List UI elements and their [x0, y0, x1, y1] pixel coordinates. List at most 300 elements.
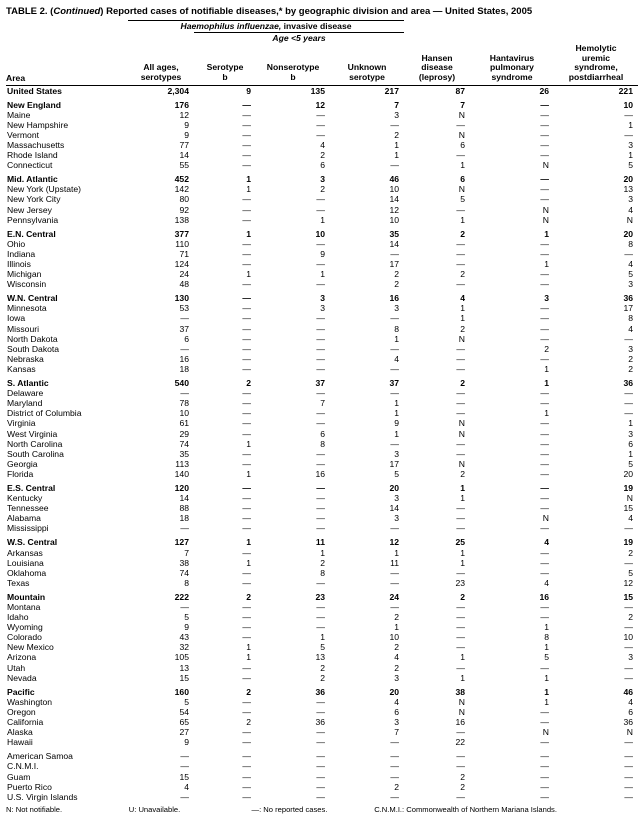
- table-cell: 1: [544, 228, 549, 239]
- table-row: [6, 259, 638, 269]
- table-row-area: Pacific: [7, 686, 35, 697]
- table-cell: 1: [544, 378, 549, 389]
- table-cell: 1: [460, 303, 465, 314]
- table-cell: 135: [256, 85, 330, 96]
- table-cell: 1: [320, 269, 325, 280]
- table-row: [6, 239, 638, 249]
- footnote-no-cases: —: No reported cases.: [251, 804, 328, 814]
- table-cell: —: [242, 493, 251, 504]
- table-cell: 4: [460, 293, 465, 304]
- table-cell: 3: [394, 672, 399, 683]
- table-row: [6, 558, 638, 568]
- table-cell: 92: [179, 204, 189, 215]
- table-cell: 3: [544, 293, 549, 304]
- table-cell: —: [540, 482, 549, 493]
- table-cell: 36: [315, 717, 325, 728]
- header-serotype-b: Serotype b: [206, 62, 244, 82]
- table-row: [6, 578, 638, 588]
- table-row: [6, 140, 638, 150]
- table-row: [6, 761, 638, 771]
- table-cell: 12: [389, 204, 399, 215]
- table-cell: —: [456, 119, 465, 130]
- table-cell: —: [180, 343, 189, 354]
- table-row-area: Delaware: [7, 388, 44, 399]
- table-row: [6, 642, 638, 652]
- table-cell: 24: [389, 591, 399, 602]
- table-cell: —: [456, 363, 465, 374]
- table-row: [6, 469, 638, 479]
- table-cell: 36: [623, 293, 633, 304]
- table-cell: —: [242, 482, 251, 493]
- table-row: [6, 782, 638, 792]
- table-cell: 1: [246, 537, 251, 548]
- header-hansen-disease: Hansen disease (leprosy): [418, 52, 456, 82]
- table-cell: 1: [544, 622, 549, 633]
- table-cell: 1: [320, 547, 325, 558]
- table-cell: —: [390, 160, 399, 171]
- table-cell: 1: [544, 408, 549, 419]
- table-cell: N: [542, 214, 549, 225]
- table-row-area: Georgia: [7, 458, 38, 469]
- table-cell: —: [316, 602, 325, 612]
- table-cell: —: [316, 204, 325, 215]
- table-cell: —: [456, 632, 465, 643]
- table-cell: —: [540, 751, 549, 762]
- table-cell: 5: [628, 567, 633, 578]
- table-cell: 3: [320, 303, 325, 314]
- table-cell: —: [316, 577, 325, 588]
- table-cell: —: [540, 428, 549, 439]
- table-row-area: Minnesota: [7, 303, 47, 314]
- table-cell: —: [180, 388, 189, 399]
- table-cell: —: [242, 458, 251, 469]
- table-row: [6, 418, 638, 428]
- table-cell: —: [456, 204, 465, 215]
- table-cell: 53: [179, 303, 189, 314]
- table-cell: 7: [184, 547, 189, 558]
- table-row-area: New York City: [7, 194, 61, 205]
- table-cell: —: [540, 493, 549, 504]
- table-cell: —: [242, 214, 251, 225]
- table-cell: 35: [389, 228, 399, 239]
- table-cell: 18: [179, 363, 189, 374]
- table-cell: —: [316, 353, 325, 364]
- table-cell: 2: [394, 612, 399, 623]
- table-cell: —: [242, 418, 251, 429]
- table-row-area: Mississippi: [7, 523, 49, 534]
- table-cell: 2: [246, 686, 251, 697]
- table-cell: —: [390, 761, 399, 772]
- table-cell: 37: [315, 378, 325, 389]
- table-cell: —: [456, 448, 465, 459]
- table-cell: —: [180, 751, 189, 762]
- table-cell: 36: [623, 378, 633, 389]
- table-row-area: S. Atlantic: [7, 378, 49, 389]
- table-row-area: W.S. Central: [7, 537, 58, 548]
- table-cell: 140: [174, 468, 189, 479]
- table-row-area: Hawaii: [7, 737, 33, 748]
- table-cell: 1: [394, 622, 399, 633]
- table-row-area: Pennsylvania: [7, 214, 59, 225]
- table-cell: 3: [628, 194, 633, 205]
- table-cell: 6: [460, 139, 465, 150]
- table-cell: —: [624, 672, 633, 683]
- table-cell: —: [242, 781, 251, 792]
- table-row: [6, 354, 638, 364]
- table-cell: —: [316, 323, 325, 334]
- table-cell: 3: [628, 343, 633, 354]
- table-cell: 2: [394, 269, 399, 280]
- table-cell: 4: [628, 513, 633, 524]
- table-row: [6, 751, 638, 761]
- table-row-area: South Dakota: [7, 343, 60, 354]
- table-row: [6, 429, 638, 439]
- table-cell: 3: [394, 513, 399, 524]
- table-cell: 9: [184, 129, 189, 140]
- table-cell: 16: [455, 717, 465, 728]
- table-cell: —: [242, 513, 251, 524]
- table-cell: 38: [179, 557, 189, 568]
- table-cell: 17: [389, 458, 399, 469]
- table-cell: 36: [315, 686, 325, 697]
- table-cell: 1: [246, 438, 251, 449]
- table-cell: 2: [460, 323, 465, 334]
- table-cell: 1: [246, 269, 251, 280]
- table-cell: 6: [320, 160, 325, 171]
- table-cell: —: [242, 119, 251, 130]
- table-cell: —: [540, 279, 549, 290]
- table-cell: —: [540, 99, 549, 110]
- table-cell: —: [456, 238, 465, 249]
- table-cell: —: [242, 706, 251, 717]
- table-cell: 4: [184, 781, 189, 792]
- table-cell: 5: [184, 612, 189, 623]
- table-cell: —: [242, 771, 251, 782]
- table-cell: 540: [174, 378, 189, 389]
- table-cell: 5: [460, 194, 465, 205]
- table-cell: —: [316, 119, 325, 130]
- table-cell: 1: [628, 418, 633, 429]
- table-row-area: New Mexico: [7, 642, 54, 653]
- table-row: [6, 652, 638, 662]
- table-cell: 5: [544, 652, 549, 663]
- table-row-area: U.S. Virgin Islands: [7, 791, 78, 802]
- table-cell: 1: [544, 696, 549, 707]
- table-cell: 1: [394, 139, 399, 150]
- table-cell: —: [180, 761, 189, 772]
- table-row: [6, 663, 638, 673]
- table-cell: 15: [623, 591, 633, 602]
- table-cell: —: [456, 727, 465, 738]
- table-cell: —: [242, 323, 251, 334]
- table-cell: —: [456, 248, 465, 259]
- table-row-area: Oregon: [7, 706, 36, 717]
- table-cell: —: [540, 791, 549, 802]
- table-cell: 2: [320, 672, 325, 683]
- table-cell: —: [540, 129, 549, 140]
- table-cell: —: [390, 771, 399, 782]
- table-row-area: Rhode Island: [7, 150, 58, 161]
- table-row-area: Arkansas: [7, 547, 43, 558]
- table-row-area: Kansas: [7, 363, 36, 374]
- table-cell: 7: [394, 727, 399, 738]
- table-cell: 77: [179, 139, 189, 150]
- table-cell: —: [624, 248, 633, 259]
- table-cell: 1: [544, 259, 549, 269]
- table-cell: —: [456, 642, 465, 653]
- table-cell: —: [390, 313, 399, 324]
- table-row: [6, 303, 638, 313]
- table-cell: —: [390, 791, 399, 802]
- table-cell: —: [316, 279, 325, 290]
- table-row-area: Montana: [7, 602, 41, 612]
- table-cell: 6: [184, 333, 189, 344]
- table-row: [6, 537, 638, 547]
- table-cell: —: [540, 448, 549, 459]
- table-cell: 3: [628, 139, 633, 150]
- table-cell: 22: [455, 737, 465, 748]
- table-cell: 5: [628, 160, 633, 171]
- table-cell: —: [390, 751, 399, 762]
- table-cell: 37: [179, 323, 189, 334]
- table-cell: 160: [174, 686, 189, 697]
- table-cell: N: [458, 706, 465, 717]
- table-cell: 1: [460, 672, 465, 683]
- table-row: [6, 632, 638, 642]
- table-cell: 1: [460, 547, 465, 558]
- footnote-not-notifiable: N: Not notifiable.: [6, 804, 63, 814]
- table-row-area: Iowa: [7, 313, 26, 324]
- table-cell: 10: [389, 214, 399, 225]
- table-cell: 1: [394, 547, 399, 558]
- table-cell: 3: [320, 293, 325, 304]
- table-cell: 16: [539, 591, 549, 602]
- table-row-area: Utah: [7, 662, 26, 673]
- table-row-area: Alaska: [7, 727, 33, 738]
- table-row-area: North Dakota: [7, 333, 58, 344]
- table-cell: —: [456, 612, 465, 623]
- table-cell: 32: [179, 642, 189, 653]
- table-row-area: New England: [7, 99, 61, 110]
- table-row: [6, 687, 638, 697]
- table-cell: 1: [394, 333, 399, 344]
- table-cell: —: [456, 791, 465, 802]
- table-cell: —: [540, 523, 549, 534]
- table-row: [6, 388, 638, 398]
- table-row: [6, 334, 638, 344]
- table-cell: 2: [394, 129, 399, 140]
- table-cell: 221: [554, 85, 638, 96]
- table-cell: 1: [246, 557, 251, 568]
- table-cell: 8: [184, 577, 189, 588]
- table-cell: 20: [389, 686, 399, 697]
- table-cell: 2: [628, 353, 633, 364]
- table-cell: 222: [174, 591, 189, 602]
- table-cell: 9: [320, 248, 325, 259]
- table-cell: 61: [179, 418, 189, 429]
- table-cell: 19: [623, 482, 633, 493]
- table-cell: 2: [246, 378, 251, 389]
- table-cell: N: [626, 727, 633, 738]
- table-cell: 16: [179, 353, 189, 364]
- table-cell: —: [624, 109, 633, 120]
- table-cell: 1: [460, 214, 465, 225]
- table-cell: —: [316, 363, 325, 374]
- table-cell: 20: [623, 468, 633, 479]
- table-row: [6, 174, 638, 184]
- table-cell: 1: [544, 672, 549, 683]
- table-cell: —: [624, 333, 633, 344]
- table-row: [6, 184, 638, 194]
- table-cell: —: [540, 194, 549, 205]
- table-cell: 19: [623, 537, 633, 548]
- table-row-area: New York (Upstate): [7, 184, 82, 195]
- table-cell: 6: [320, 428, 325, 439]
- table-cell: 9: [394, 418, 399, 429]
- table-cell: —: [242, 259, 251, 269]
- table-row: [6, 378, 638, 388]
- table-row: [6, 592, 638, 602]
- table-cell: 38: [455, 686, 465, 697]
- table-cell: 3: [394, 448, 399, 459]
- table-cell: —: [390, 438, 399, 449]
- table-cell: 127: [174, 537, 189, 548]
- header-hus: Hemolytic uremic syndrome, postdiarrheal: [568, 43, 624, 82]
- table-cell: —: [624, 398, 633, 409]
- table-cell: —: [180, 313, 189, 324]
- table-cell: —: [180, 523, 189, 534]
- table-cell: 8: [394, 323, 399, 334]
- table-cell: —: [242, 448, 251, 459]
- notifiable-diseases-table: [6, 20, 638, 802]
- table-cell: —: [540, 109, 549, 120]
- table-cell: —: [242, 408, 251, 419]
- table-row-area: Michigan: [7, 269, 42, 280]
- table-cell: 2: [246, 717, 251, 728]
- table-cell: 13: [179, 662, 189, 673]
- table-cell: —: [540, 333, 549, 344]
- table-cell: —: [456, 438, 465, 449]
- table-row-area: Arizona: [7, 652, 37, 663]
- table-cell: —: [242, 503, 251, 514]
- table-cell: 3: [320, 174, 325, 185]
- table-cell: 24: [179, 269, 189, 280]
- table-cell: 43: [179, 632, 189, 643]
- table-cell: N: [458, 129, 465, 140]
- table-cell: —: [390, 363, 399, 374]
- table-row: [6, 737, 638, 747]
- table-cell: —: [456, 279, 465, 290]
- table-cell: 4: [394, 696, 399, 707]
- table-cell: 54: [179, 706, 189, 717]
- table-cell: 13: [315, 652, 325, 663]
- table-cell: —: [316, 109, 325, 120]
- table-cell: 48: [179, 279, 189, 290]
- table-row-area: Texas: [7, 577, 30, 588]
- table-cell: 11: [315, 537, 325, 548]
- table-cell: 20: [389, 482, 399, 493]
- title-suffix: ) Reported cases of notifiable diseases,* by geographic division and area — United States, 2005: [100, 6, 533, 17]
- table-cell: —: [242, 567, 251, 578]
- table-cell: N: [542, 727, 549, 738]
- table-cell: —: [242, 398, 251, 409]
- table-cell: —: [540, 139, 549, 150]
- table-row-area: Virginia: [7, 418, 36, 429]
- table-row-area: Vermont: [7, 129, 40, 140]
- table-cell: 1: [394, 408, 399, 419]
- table-cell: —: [540, 303, 549, 314]
- table-cell: —: [316, 408, 325, 419]
- table-cell: N: [626, 493, 633, 504]
- table-row: [6, 215, 638, 225]
- table-cell: —: [242, 204, 251, 215]
- table-cell: —: [540, 238, 549, 249]
- footnotes: [6, 805, 636, 814]
- table-cell: 1: [394, 398, 399, 409]
- table-row-area: North Carolina: [7, 438, 63, 449]
- table-cell: 1: [394, 150, 399, 161]
- table-cell: —: [624, 642, 633, 653]
- header-group-genus: Haemophilus influenzae,: [180, 21, 282, 31]
- table-cell: 1: [246, 228, 251, 239]
- table-cell: 2: [460, 228, 465, 239]
- table-cell: —: [540, 557, 549, 568]
- table-cell: —: [624, 662, 633, 673]
- table-cell: —: [316, 448, 325, 459]
- table-row: [6, 229, 638, 239]
- table-cell: 4: [544, 537, 549, 548]
- table-cell: N: [458, 418, 465, 429]
- table-cell: —: [316, 523, 325, 534]
- table-cell: —: [316, 313, 325, 324]
- table-cell: —: [242, 363, 251, 374]
- table-cell: 9: [184, 119, 189, 130]
- table-row-area: Guam: [7, 771, 31, 782]
- table-cell: 88: [179, 503, 189, 514]
- table-row-area: United States: [6, 85, 128, 96]
- table-cell: —: [242, 602, 251, 612]
- table-cell: 10: [315, 228, 325, 239]
- table-cell: 35: [179, 448, 189, 459]
- table-cell: 1: [394, 428, 399, 439]
- table-cell: 2: [460, 591, 465, 602]
- table-cell: 71: [179, 248, 189, 259]
- table-cell: 2: [460, 781, 465, 792]
- table-cell: —: [316, 343, 325, 354]
- table-row: [6, 459, 638, 469]
- table-row: [6, 568, 638, 578]
- table-cell: 12: [623, 577, 633, 588]
- table-cell: 65: [179, 717, 189, 728]
- table-cell: 10: [623, 99, 633, 110]
- table-row: [6, 717, 638, 727]
- table-cell: —: [624, 791, 633, 802]
- table-cell: 13: [623, 184, 633, 195]
- table-row: [6, 449, 638, 459]
- table-row: [6, 548, 638, 558]
- table-row-area: Idaho: [7, 612, 29, 623]
- table-cell: 1: [320, 214, 325, 225]
- table-cell: 15: [179, 771, 189, 782]
- table-row-area: Nebraska: [7, 353, 44, 364]
- table-row-area: Florida: [7, 468, 34, 479]
- table-row-area: Connecticut: [7, 160, 53, 171]
- table-cell: —: [456, 398, 465, 409]
- table-cell: 3: [394, 493, 399, 504]
- table-cell: —: [624, 408, 633, 419]
- table-cell: —: [316, 727, 325, 738]
- table-cell: 2: [394, 781, 399, 792]
